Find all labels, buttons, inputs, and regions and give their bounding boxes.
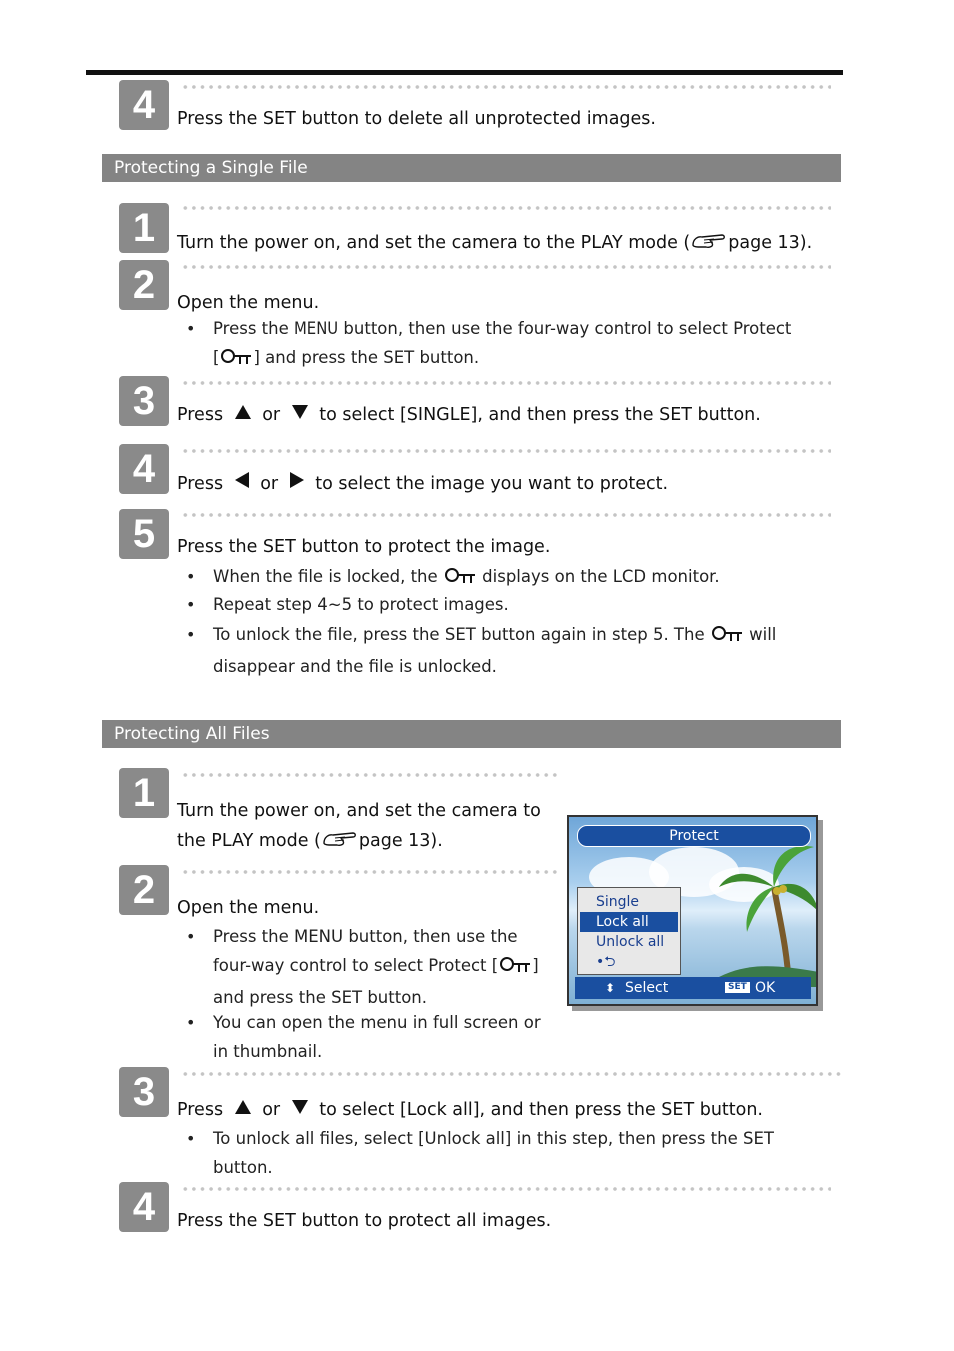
step-number: 1 [119,203,169,253]
lcd-footer [575,977,811,999]
lcd-menu-item-back[interactable]: •⮌ [596,954,616,970]
bullet-item: • Repeat step 4~5 to protect images. [213,590,509,619]
key-icon [219,346,253,375]
lcd-menu-item-single[interactable]: Single [596,894,640,910]
step-text: Press the SET button to delete all unprotected images. [177,109,656,129]
step-text: Turn the power on, and set the camera to the PLAY mode ( page 13). [177,231,812,257]
step-number: 4 [119,80,169,130]
up-down-icon: ⬍ [605,981,616,995]
palm-tree-illustration [719,837,818,987]
step-text: Press or to select [SINGLE], and then press the SET button. [177,405,761,425]
down-arrow-icon [292,1100,308,1114]
dotted-divider [181,380,831,386]
dotted-divider [181,772,561,778]
dotted-divider [181,205,831,211]
bullet-item: • To unlock the file, press the SET button again in step 5. The will disappear and the file is unlocked. [213,620,833,681]
dotted-divider [181,1186,831,1192]
bullet-item: • You can open the menu in full screen or in thumbnail. [213,1008,558,1066]
dotted-divider [181,512,831,518]
bullet-item: • Press the MENU button, then use the four-way control to select Protect [ ] and press the SET button. [213,922,558,1012]
step-text: Press or to select the image you want to protect. [177,474,669,494]
left-arrow-icon [235,472,249,488]
step-text: Press the SET button to protect the image. [177,537,551,557]
up-arrow-icon [235,405,251,419]
down-arrow-icon [292,405,308,419]
pointing-hand-icon [690,231,728,257]
step-number: 3 [119,1067,169,1117]
lcd-menu-item-lock-all[interactable]: Lock all [580,912,678,932]
step-number: 3 [119,376,169,426]
up-arrow-icon [235,1100,251,1114]
lcd-title: Protect [577,825,811,847]
bullet-item: • Press the MENU button, then use the four-way control to select Protect [ ] and press the SET button. [213,314,833,375]
dotted-divider [181,264,831,270]
section-header: Protecting a Single File [102,154,841,182]
bullet-item: • To unlock all files, select [Unlock all] in this step, then press the SET button. [213,1124,833,1182]
key-icon [498,954,532,983]
lcd-footer-ok: OK [755,980,776,996]
section-header: Protecting All Files [102,720,841,748]
step-text: Press the SET button to protect all images. [177,1211,552,1231]
lcd-menu [577,887,681,975]
step-number: 2 [119,865,169,915]
dotted-divider [181,1071,841,1077]
step-text: Open the menu. [177,898,320,918]
step-number: 4 [119,444,169,494]
key-icon [710,623,744,652]
bullet-item: • When the file is locked, the displays on the LCD monitor. [213,562,720,594]
right-arrow-icon [290,472,304,488]
top-rule [86,70,843,75]
lcd-menu-item-unlock-all[interactable]: Unlock all [596,934,665,950]
dotted-divider [181,448,831,454]
step-number: 5 [119,509,169,559]
dotted-divider [181,869,561,875]
dotted-divider [181,84,831,90]
step-text: Turn the power on, and set the camera to the PLAY mode ( page 13). [177,796,541,859]
pointing-hand-icon [321,829,359,859]
lcd-protect-screen [567,815,818,1006]
step-text: Open the menu. [177,293,320,313]
step-text: Press or to select [Lock all], and then press the SET button. [177,1100,763,1120]
set-badge: SET [725,982,750,993]
step-number: 2 [119,260,169,310]
step-number: 4 [119,1182,169,1232]
lcd-footer-select: Select [625,980,669,996]
step-number: 1 [119,768,169,818]
